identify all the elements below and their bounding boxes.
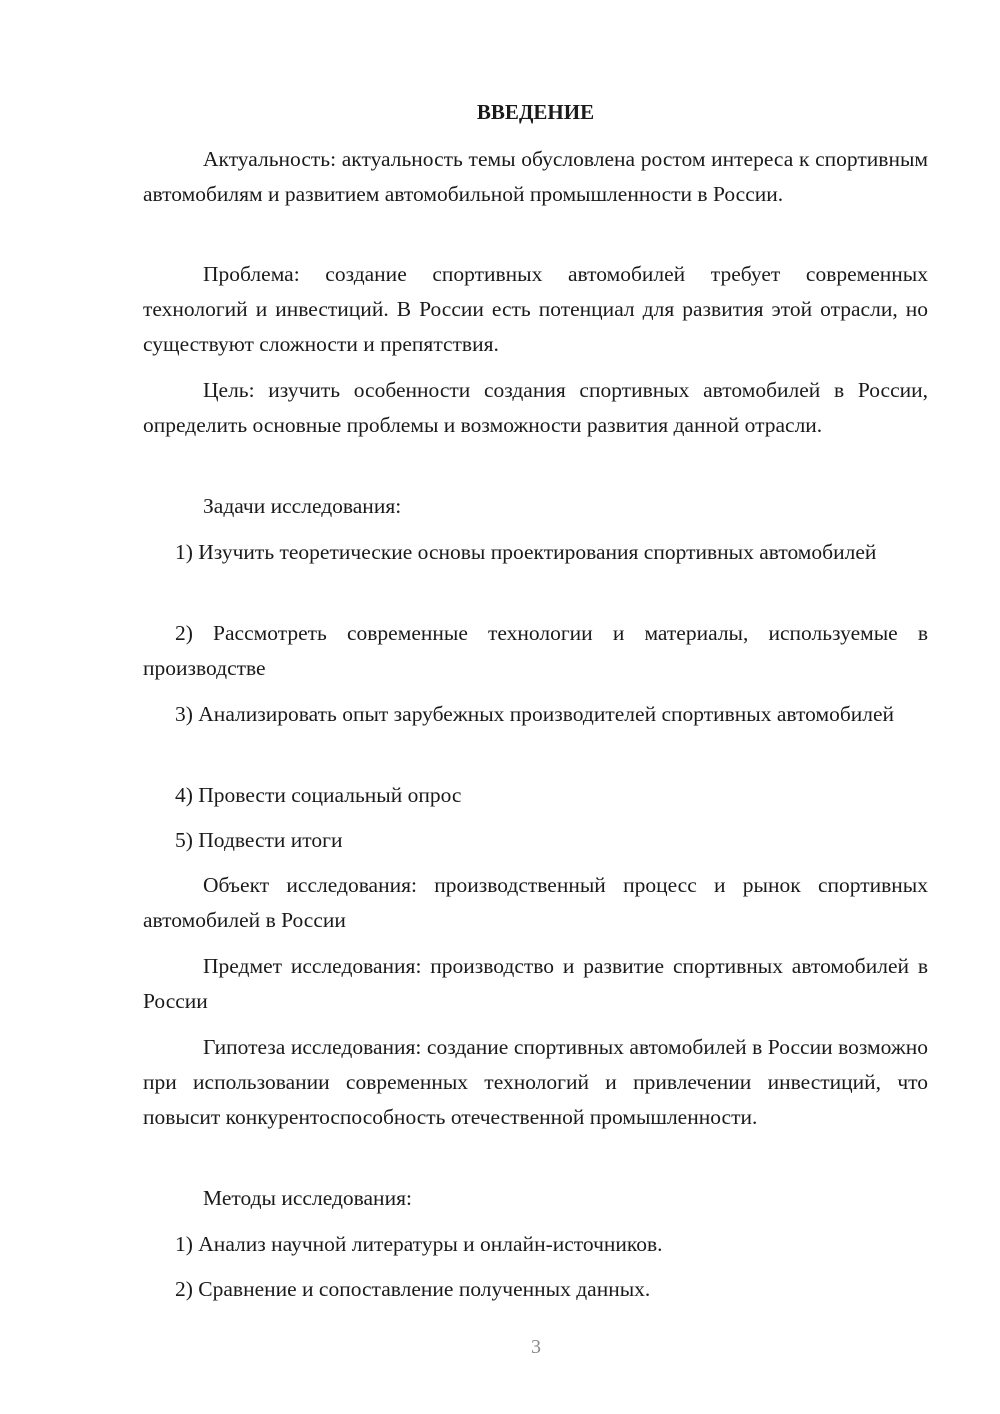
subject-paragraph: Предмет исследования: производство и развитие спортивных автомобилей в России [143,954,928,1013]
method-item-1: 1) Анализ научной литературы и онлайн-источников. [175,1232,663,1256]
relevance-paragraph: Актуальность: актуальность темы обусловлена ростом интереса к спортивным автомобилям и развитием автомобильной промышленности в России. [143,147,928,206]
tasks-heading: Задачи исследования: [203,494,402,518]
page-title: ВВЕДЕНИЕ [476,100,595,124]
task-item-1: 1) Изучить теоретические основы проектирования спортивных автомобилей [175,540,877,564]
object-paragraph: Объект исследования: производственный процесс и рынок спортивных автомобилей в России [143,873,928,932]
methods-heading: Методы исследования: [203,1186,412,1210]
task-item-2: 2) Рассмотреть современные технологии и материалы, используемые в производстве [143,621,928,680]
problem-paragraph: Проблема: создание спортивных автомобилей требует современных технологий и инвестиций. В России есть потенциал для развития этой отрасли, но существуют сложности и препятствия. [143,262,928,356]
goal-paragraph: Цель: изучить особенности создания спортивных автомобилей в России, определить основные проблемы и возможности развития данной отрасли. [143,378,928,437]
task-item-3: 3) Анализировать опыт зарубежных производителей спортивных автомобилей [175,702,895,726]
method-item-2: 2) Сравнение и сопоставление полученных данных. [175,1277,651,1301]
task-item-5: 5) Подвести итоги [175,828,343,852]
page-number: 3 [531,1336,541,1358]
hypothesis-paragraph: Гипотеза исследования: создание спортивных автомобилей в России возможно при использовании современных технологий и привлечении инвестиций, что повысит конкурентоспособность отечественной промышленности. [143,1035,928,1129]
task-item-4: 4) Провести социальный опрос [175,783,462,807]
